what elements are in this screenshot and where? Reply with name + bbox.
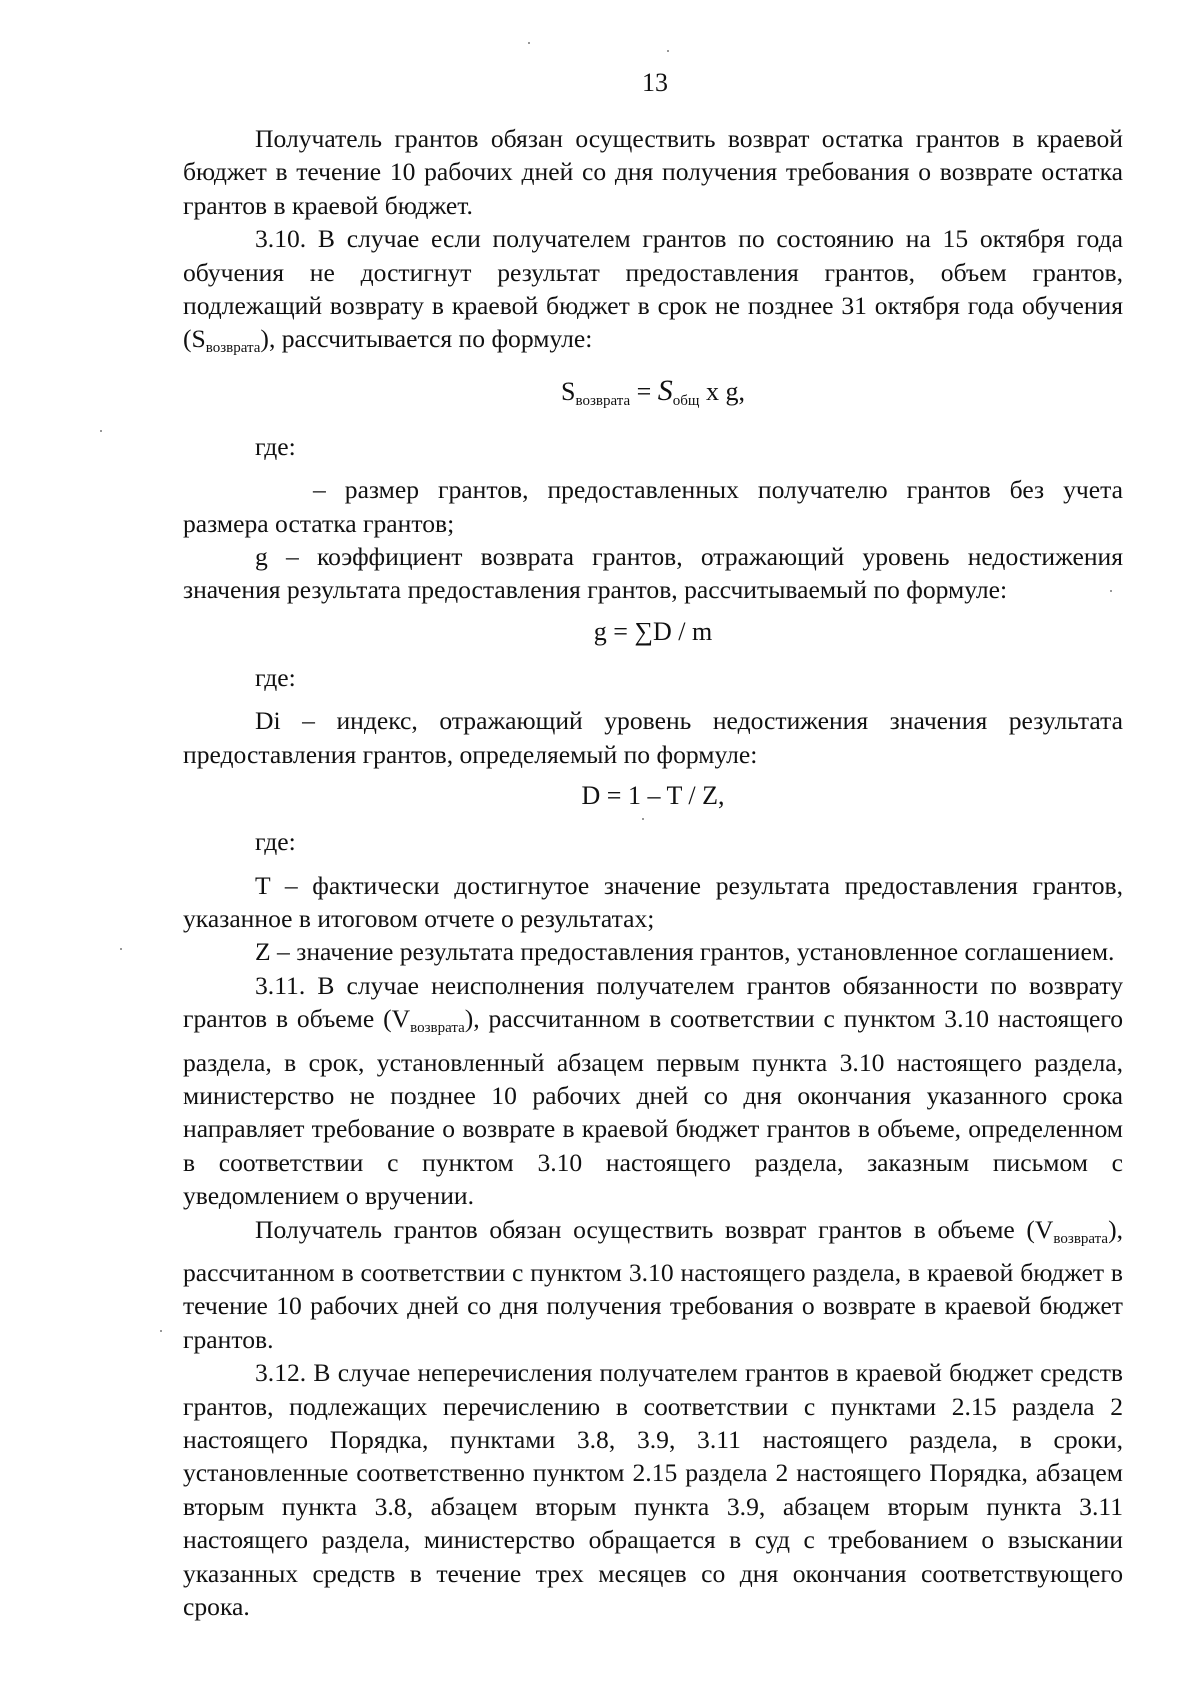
paragraph-return-grants-subscript: возврата [1053, 1230, 1109, 1247]
paragraph-t-value: T – фактически достигнутое значение результата предоставления грантов, указанное в итоговом отчете о результатах; [183, 870, 1123, 933]
scan-speck [667, 50, 669, 52]
scan-speck [642, 818, 644, 820]
paragraph-3-10-tail: ), рассчитывается по формуле: [260, 324, 593, 354]
scan-speck [100, 430, 102, 432]
paragraph-return-grants-text: Получатель грантов обязан осуществить возврат грантов в объеме (V [255, 1214, 1054, 1244]
document-body [183, 122, 1123, 1623]
formula-return-amount [183, 374, 1123, 418]
paragraph-coefficient-g: g – коэффициент возврата грантов, отражающий уровень недостижения значения результата предоставления грантов, рассчитываемый по формуле: [183, 542, 1123, 605]
scan-speck [528, 42, 530, 44]
formula-return-subscript: возврата [575, 392, 631, 409]
paragraph-3-11-tail: ), рассчитанном в соответствии с пунктом 3.10 настоящего раздела, в срок, установленный абзацем первым пункта 3.10 настоящего раздела, министерство не позднее 10 рабочих дней со дня окончания указанного срока направляет требование о возврате в краевой бюджет грантов в объеме, определенном в соответствии с пунктом 3.10 настоящего раздела, заказным письмом с уведомлением о вручении. [183, 1004, 1123, 1211]
formula-total-subscript: общ [672, 392, 700, 409]
formula-total-s: S [657, 373, 673, 407]
paragraph-3-12: 3.12. В случае неперечисления получателем грантов в краевой бюджет средств грантов, подлежащих перечислению в соответствии с пунктами 2.15 раздела 2 настоящего Порядка, пунктами 3.8, 3.9, 3.11 настоящего раздела, в сроки, установленные соответственно пунктом 2.15 раздела 2 настоящего Порядка, абзацем вторым пункта 3.8, абзацем вторым пункта 3.9, абзацем вторым пункта 3.11 настоящего раздела, министерство обращается в суд с требованием о взыскании указанных средств в течение трех месяцев со дня окончания соответствующего срока. [183, 1358, 1123, 1622]
formula-return-s: S [561, 376, 576, 406]
paragraph-3-11-text: 3.11. В случае неисполнения получателем грантов обязанности по возврату грантов в объеме (V [183, 970, 1123, 1034]
paragraph-3-11-subscript: возврата [410, 1020, 465, 1037]
formula-d: D = 1 – T / Z, [581, 781, 725, 811]
scan-speck [120, 948, 122, 950]
label-where-3: где: [255, 827, 296, 857]
scan-speck [1110, 590, 1112, 592]
paragraph-index-di: Di – индекс, отражающий уровень недостижения значения результата предоставления грантов, определяемый по формуле: [183, 706, 1123, 769]
paragraph-return-grants [183, 1213, 1123, 1357]
paragraph-3-10-text: 3.10. В случае если получателем грантов по состоянию на 15 октября года обучения не достигнут результат предоставления грантов, объем грантов, подлежащий возврату в краевой бюджет в срок не позднее 31 октября года обучения (S [183, 224, 1123, 354]
paragraph-z-value: Z – значение результата предоставления грантов, установленное соглашением. [255, 937, 1115, 967]
paragraph-3-11 [183, 969, 1123, 1213]
page-number: 13 [642, 68, 668, 97]
paragraph-3-10 [183, 222, 1123, 366]
paragraph-grant-size: – размер грантов, предоставленных получателю грантов без учета размера остатка грантов; [183, 475, 1123, 538]
formula-return-tail: x g, [699, 376, 745, 406]
formula-return-equals: = [630, 376, 658, 406]
formula-g: g = ∑D / m [593, 616, 713, 646]
scan-speck [160, 1330, 162, 1332]
label-where-1: где: [255, 431, 296, 461]
paragraph-return-remainder: Получатель грантов обязан осуществить возврат остатка грантов в краевой бюджет в течение 10 рабочих дней со дня получения требования о возврате остатка грантов в краевой бюджет. [183, 124, 1123, 220]
paragraph-3-10-subscript: возврата [205, 340, 261, 357]
paragraph-return-grants-tail: ), рассчитанном в соответствии с пунктом 3.10 настоящего раздела, в краевой бюджет в течение 10 рабочих дней со дня получения требования о возврате в краевой бюджет грантов. [183, 1214, 1123, 1354]
label-where-2: где: [255, 662, 296, 692]
